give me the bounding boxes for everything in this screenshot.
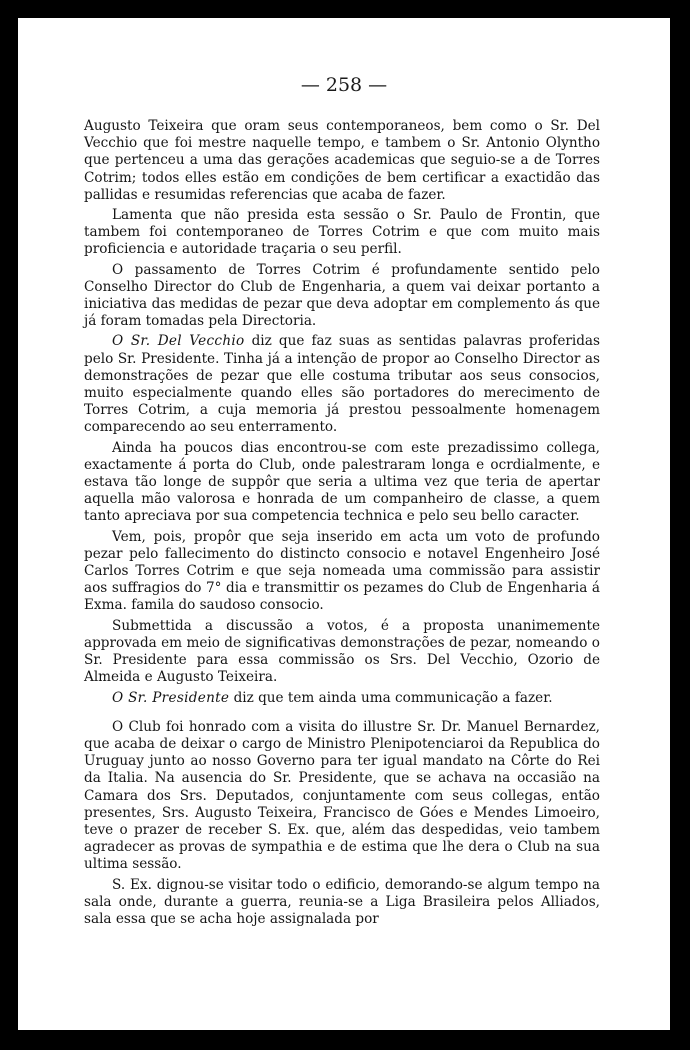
paragraph-5: Ainda ha poucos dias encontrou-se com este prezadissimo collega, exactamente á porta do Club, onde palestraram longa e ocrdialmente, e estava tão longe de suppôr que seria a ultima vez que teria de apertar aquella mão valorosa e honrada de um companheiro de classe, a quem tanto apreciava por sua competencia technica e pelo seu bello caracter. xyxy=(84,439,600,525)
paragraph-6: Vem, pois, propôr que seja inserido em acta um voto de profundo pezar pelo fallecimento do distincto consocio e notavel Engenheiro José Carlos Torres Cotrim e que seja nomeada uma commissão para assistir aos suffragios do 7° dia e transmittir os pezames do Club de Engenharia á Exma. famila do saudoso consocio. xyxy=(84,528,600,614)
speaker-del-vecchio: O Sr. Del Vecchio xyxy=(112,333,245,350)
paragraph-7: Submettida a discussão a votos, é a proposta unanimemente approvada em meio de significativas demonstrações de pezar, nomeando o Sr. Presidente para essa commissão os Srs. Del Vecchio, Ozorio de Almeida e Augusto Teixeira. xyxy=(84,617,600,686)
paragraph-8 xyxy=(84,690,600,707)
paragraph-10: S. Ex. dignou-se visitar todo o edificio, demorando-se algum tempo na sala onde, durante a guerra, reunia-se a Liga Brasileira pelos Alliados, sala essa que se acha hoje assignalada por xyxy=(84,876,600,927)
paragraph-4 xyxy=(84,333,600,436)
paragraph-1: Augusto Teixeira que oram seus contemporaneos, bem como o Sr. Del Vecchio que foi mestre naquelle tempo, e tambem o Sr. Antonio Olyntho que pertenceu a uma das gerações academicas que seguio-se a de Torres Cotrim; todos elles estão em condições de bem certificar a exactidão das pallidas e resumidas referencias que acaba de fazer. xyxy=(84,118,600,203)
paragraph-9: O Club foi honrado com a visita do illustre Sr. Dr. Manuel Bernardez, que acaba de deixar o cargo de Ministro Plenipotenciaroi da Republica do Uruguay junto ao nosso Governo para ter igual mandato na Côrte do Rei da Italia. Na ausencia do Sr. Presidente, que se achava na occasião na Camara dos Srs. Deputados, conjuntamente com seus collegas, então presentes, Srs. Augusto Teixeira, Francisco de Góes e Mendes Limoeiro, teve o prazer de receber S. Ex. que, além das despedidas, veio tambem agradecer as provas de sympathia e de estima que lhe dera o Club na sua ultima sessão. xyxy=(84,718,600,873)
paragraph-2: Lamenta que não presida esta sessão o Sr. Paulo de Frontin, que tambem foi contemporaneo de Torres Cotrim e que com muito mais proficiencia e autoridade traçaria o seu perfil. xyxy=(84,207,600,258)
page-number: — 258 — xyxy=(300,74,388,96)
page-body-text xyxy=(84,118,600,931)
paragraph-4-text: diz que faz suas as sentidas palavras proferidas pelo Sr. Presidente. Tinha já a intenção de propor ao Conselho Director as demonstrações de pezar que elle costuma tributar aos seus consocios, muito especialmente quando elles são portadores do merecimento de Torres Cotrim, a cuja memoria já prestou pessoalmente homenagem comparecendo ao seu enterramento. xyxy=(84,333,600,436)
book-page xyxy=(18,18,670,1030)
speaker-presidente: O Sr. Presidente xyxy=(112,689,230,706)
paragraph-8-text: diz que tem ainda uma communicação a fazer. xyxy=(229,689,553,706)
paragraph-3: O passamento de Torres Cotrim é profundamente sentido pelo Conselho Director do Club de Engenharia, a quem vai deixar portanto a iniciativa das medidas de pezar que deva adoptar em complemento ás que já foram tomadas pela Directoria. xyxy=(84,261,600,330)
